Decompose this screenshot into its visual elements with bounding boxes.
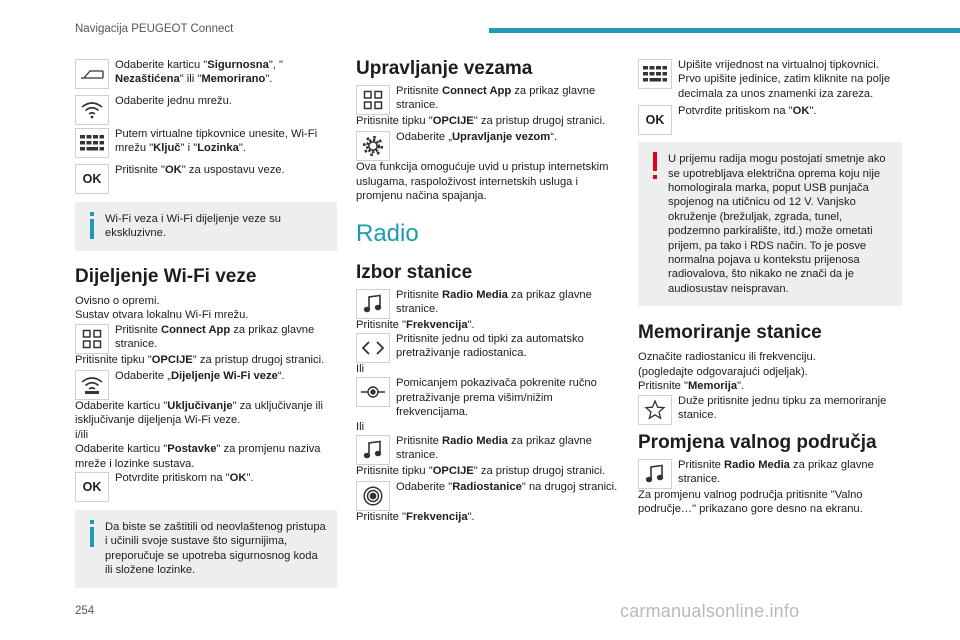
heading-memorize-station: Memoriranje stanice [638, 322, 822, 344]
wifi-icon [75, 95, 109, 125]
info-icon [87, 520, 97, 548]
music-note-icon [638, 459, 672, 489]
text-and-or: i/ili [75, 428, 89, 441]
text-function-description: Ova funkcija omogućuje uvid u pristup internetskim uslugama, raspoloživost internetskih usluga i promjenu načina spajanja. [356, 161, 609, 203]
wifi-secure-icon [75, 59, 109, 89]
heading-connection-management: Upravljanje vezama [356, 58, 533, 79]
step-press-radio-media: Pritisnite Radio Media za prikaz glavne stranice. [356, 288, 620, 318]
header-title: Navigacija PEUGEOT Connect [75, 23, 234, 35]
step-press-radio-media: Pritisnite Radio Media za prikaz glavne stranice. [356, 434, 620, 464]
apps-grid-icon [356, 85, 390, 115]
text-press-options: Pritisnite tipku "OPCIJE" za pristup drugoj stranici. [356, 465, 606, 478]
text-press-options: Pritisnite tipku "OPCIJE" za pristup drugoj stranici. [75, 353, 325, 366]
info-icon [87, 212, 97, 240]
music-note-icon [356, 289, 390, 319]
heading-station-selection: Izbor stanice [356, 261, 473, 283]
text-see-section: (pogledajte odgovarajući odjeljak). [638, 365, 808, 378]
seek-arrows-icon [356, 333, 390, 363]
gear-icon [356, 131, 390, 161]
section-title-radio: Radio [356, 219, 419, 247]
page-number: 254 [75, 605, 95, 617]
column-right [638, 58, 902, 516]
step-press-connect-app: Pritisnite Connect App za prikaz glavne stranice. [75, 323, 337, 353]
step-select-security-tab: Odaberite karticu "Sigurnosna", " Nezaštićena" ili "Memorirano". [75, 58, 337, 94]
tuning-slider-icon [356, 377, 390, 407]
step-confirm-ok: OK Potvrdite pritiskom na "OK". [638, 104, 902, 134]
text-depends-equipment: Ovisno o opremi. [75, 294, 160, 307]
text-opens-local-wifi: Sustav otvara lokalnu Wi-Fi mrežu. [75, 309, 249, 322]
header-accent-bar [489, 28, 960, 33]
wifi-share-icon [75, 370, 109, 400]
text-press-frequency: Pritisnite "Frekvencija". [356, 318, 475, 331]
watermark: carmanualsonline.info [620, 601, 800, 621]
step-confirm-ok: OK Potvrdite pritiskom na "OK". [75, 471, 337, 507]
heading-change-band: Promjena valnog područja [638, 431, 877, 453]
step-press-connect-app: Pritisnite Connect App za prikaz glavne stranice. [356, 84, 620, 114]
step-press-ok: OK Pritisnite "OK" za uspostavu veze. [75, 163, 337, 199]
ok-icon: OK [75, 164, 109, 194]
text-or: Ili [356, 420, 365, 433]
text-mark-station: Označite radiostanicu ili frekvenciju. [638, 351, 816, 364]
heading-wifi-sharing: Dijeljenje Wi-Fi veze [75, 265, 257, 287]
info-note-exclusive: Wi-Fi veza i Wi-Fi dijeljenje veze su ekskluzivne. [75, 202, 337, 251]
step-select-wifi-sharing: Odaberite „Dijeljenje Wi-Fi veze“. [75, 369, 337, 399]
info-note-security: Da biste se zaštitili od neovlaštenog pristupa i učinili svoje sustave što sigurnijima, preporučuje se upotreba sigurnosnog koda ili složene lozinke. [75, 510, 337, 588]
ok-icon: OK [638, 105, 672, 135]
step-select-connection-management: Odaberite „Upravljanje vezom“. [356, 130, 620, 160]
text-press-memory: Pritisnite "Memorija". [638, 380, 745, 393]
step-manual-search: Pomicanjem pokazivača pokrenite ručno pretraživanje prema višim/nižim frekvencijama. [356, 376, 620, 419]
page-header [0, 0, 960, 46]
column-left [75, 58, 337, 588]
step-select-stations: Odaberite "Radiostanice" na drugoj stranici. [356, 480, 620, 510]
step-select-network: Odaberite jednu mrežu. [75, 94, 337, 124]
radio-station-icon [356, 481, 390, 511]
step-long-press-memorize: Duže pritisnite jednu tipku za memoriranje stanice. [638, 394, 902, 424]
step-press-radio-media: Pritisnite Radio Media za prikaz glavne stranice. [638, 458, 902, 488]
warning-icon [650, 152, 660, 180]
text-press-frequency: Pritisnite "Frekvencija". [356, 511, 475, 524]
music-note-icon [356, 435, 390, 465]
text-change-band: Za promjenu valnog područja pritisnite "Valno područje…" prikazano gore desno na ekranu. [638, 488, 863, 515]
apps-grid-icon [75, 324, 109, 354]
keyboard-icon [638, 59, 672, 89]
text-select-settings-tab: Odaberite karticu "Postavke" za promjenu naziva mreže i lozinke sustava. [75, 443, 321, 470]
step-auto-search: Pritisnite jednu od tipki za automatsko pretraživanje radiostanica. [356, 332, 620, 362]
text-press-options: Pritisnite tipku "OPCIJE" za pristup drugoj stranici. [356, 115, 606, 127]
step-enter-value: Upišite vrijednost na virtualnoj tipkovnici. Prvo upišite jedinice, zatim kliknite na polje decimala za unos znamenki iza zareza. [638, 58, 902, 101]
text-or: Ili [356, 363, 365, 376]
ok-icon: OK [75, 472, 109, 502]
text-select-enable-tab: Odaberite karticu "Uključivanje" za uključivanje ili isključivanje dijeljenja Wi-Fi veze. [75, 400, 323, 427]
keyboard-icon [75, 128, 109, 158]
column-middle [356, 58, 620, 525]
step-enter-key: Putem virtualne tipkovnice unesite, Wi-Fi mrežu "Ključ" i "Lozinka". [75, 127, 337, 163]
warning-note-reception: U prijemu radija mogu postojati smetnje ako se upotrebljava električna oprema koju nije homologirala marka, poput USB punjača spojenog na utičnicu od 12 V. Vanjsko okruženje (brežuljak, zgrada, tunel, podzemno parkiralište, itd.) može ometati prijem, pa tako i RDS način. To je posve normalna pojava u kontekstu prijenosa radiovalova, što nikako ne znači da je audiosustav neispravan. [638, 142, 902, 306]
star-icon [638, 395, 672, 425]
